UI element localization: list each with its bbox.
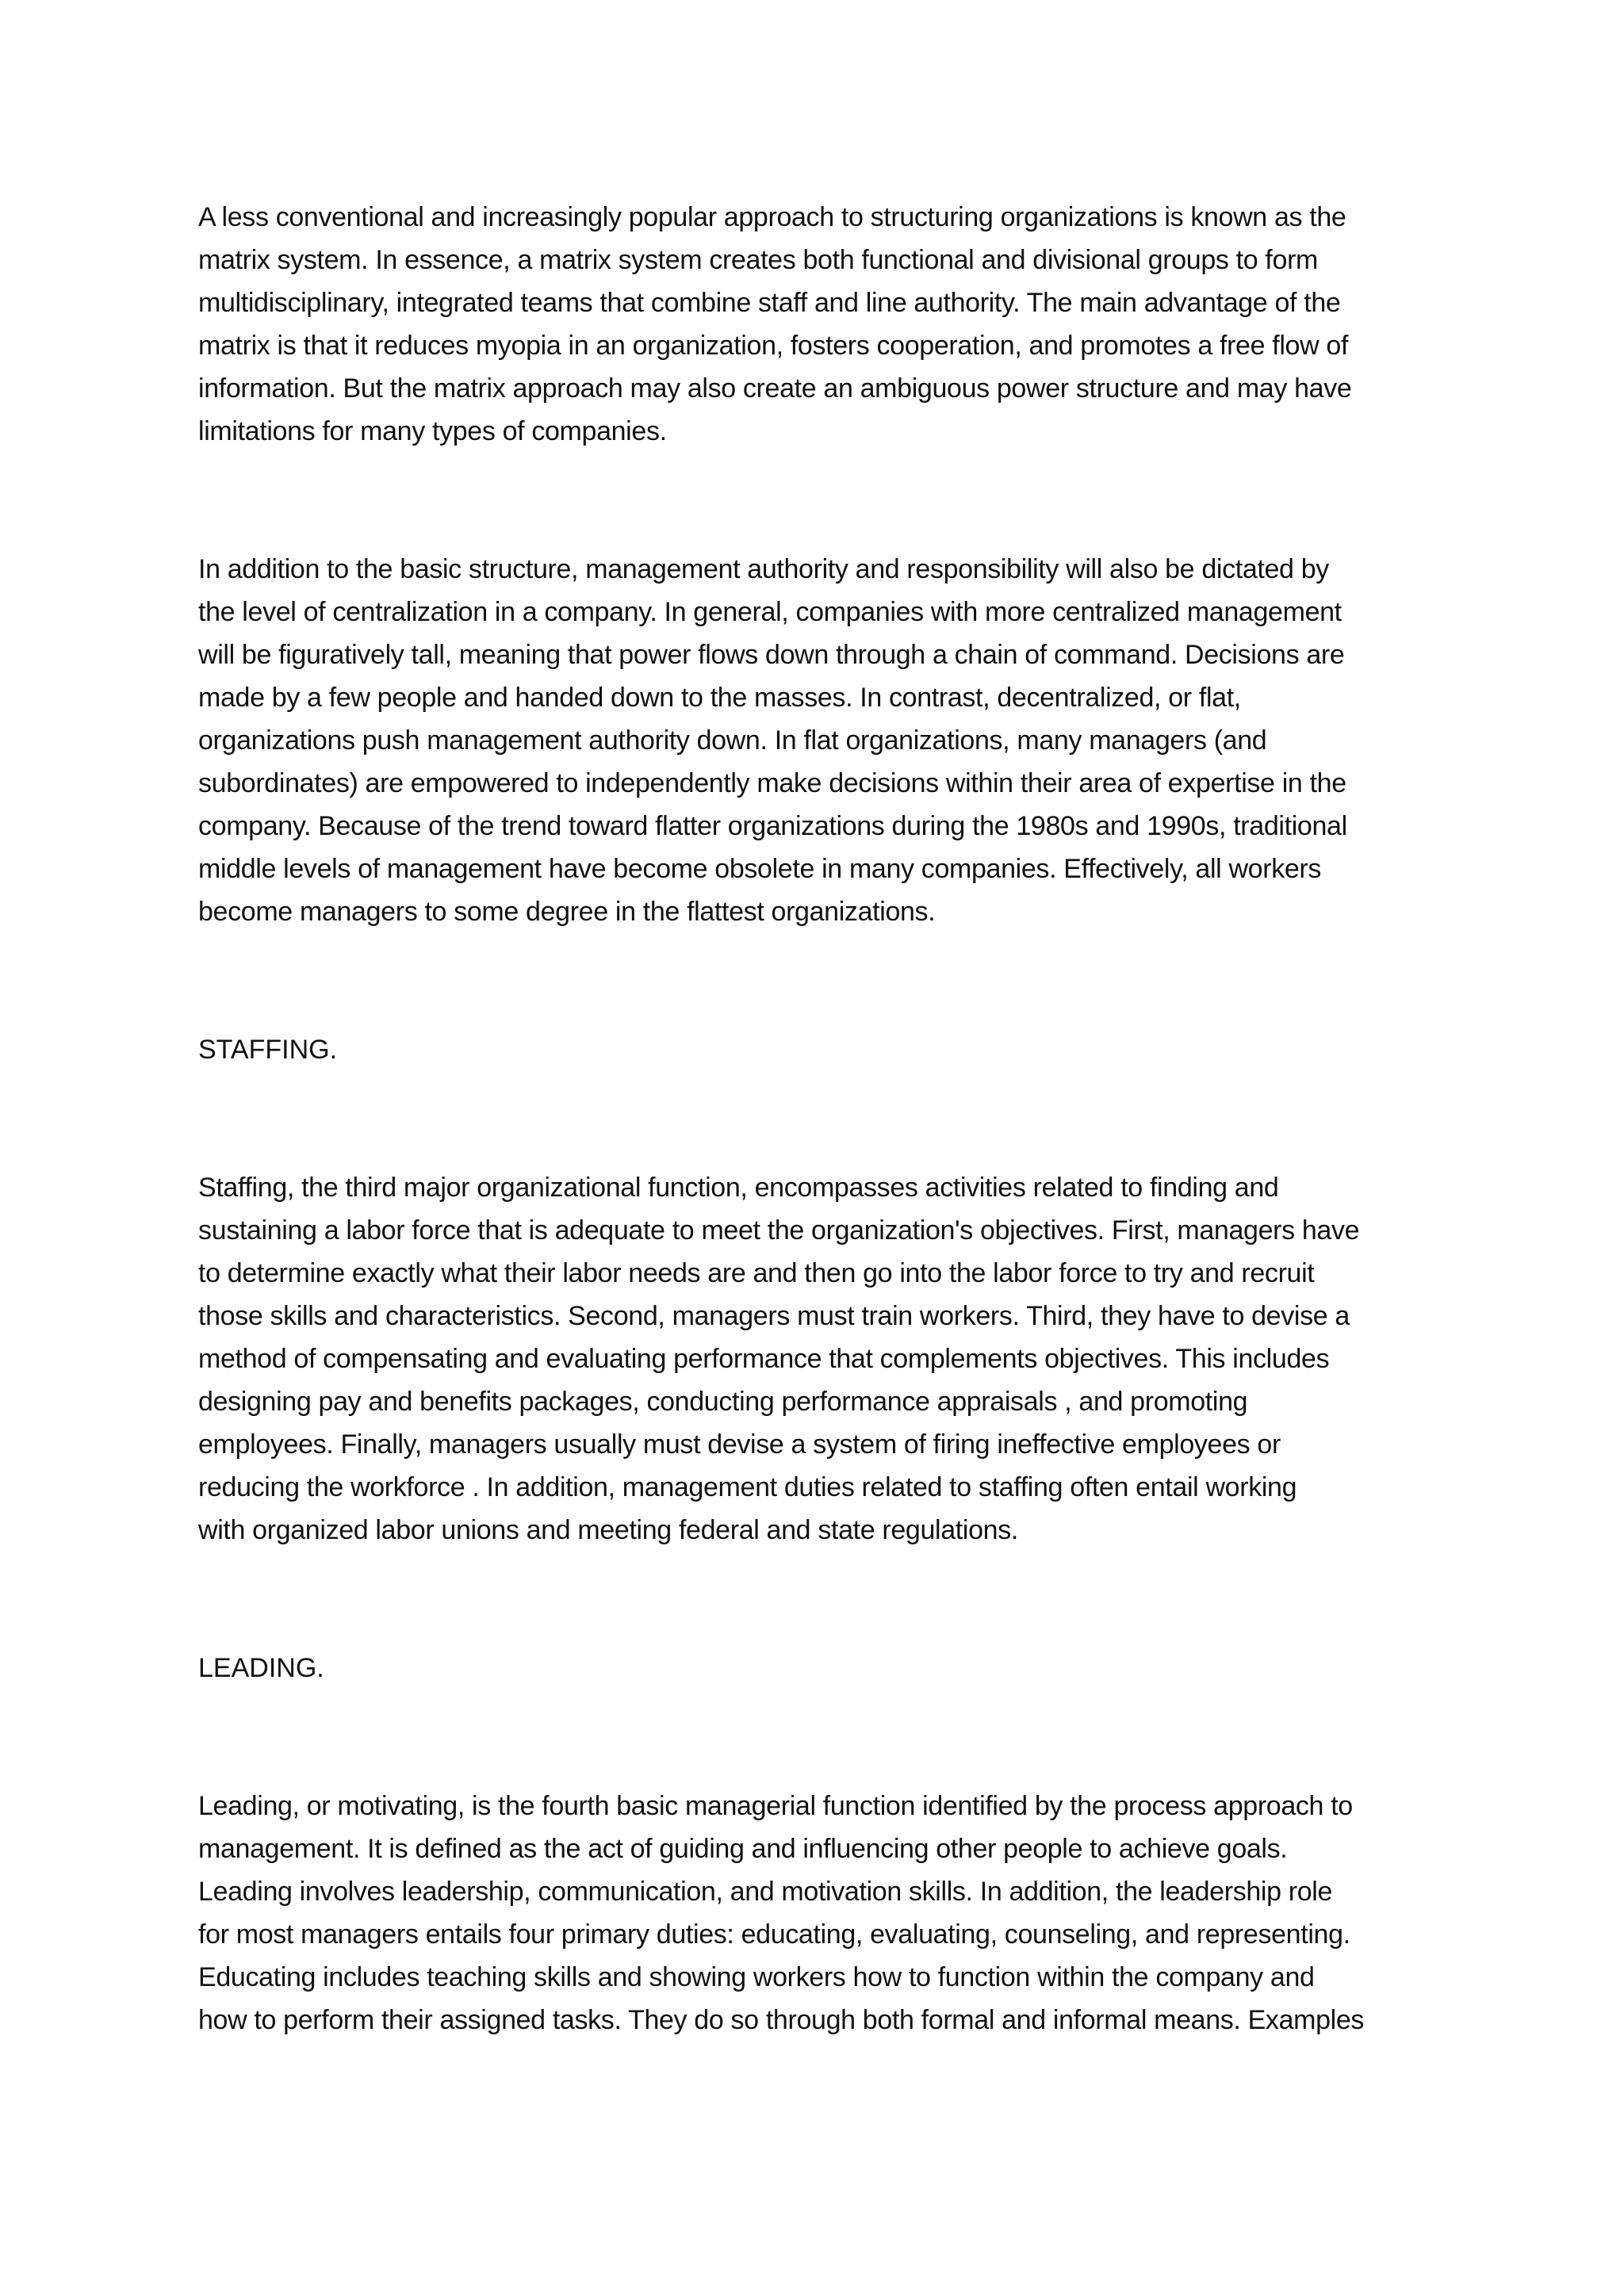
section-heading-staffing: STAFFING.: [198, 1035, 338, 1065]
paragraph-line: Staffing, the third major organizational function, encompasses activities related to finding and: [198, 1173, 1279, 1203]
paragraph-line: limitations for many types of companies.: [198, 416, 667, 446]
paragraph-line: Leading involves leadership, communication, and motivation skills. In addition, the leadership role: [198, 1877, 1333, 1907]
paragraph-line: become managers to some degree in the flattest organizations.: [198, 897, 936, 927]
paragraph-line: multidisciplinary, integrated teams that combine staff and line authority. The main advantage of the: [198, 288, 1341, 318]
paragraph-line: with organized labor unions and meeting federal and state regulations.: [198, 1515, 1018, 1545]
paragraph-line: made by a few people and handed down to the masses. In contrast, decentralized, or flat,: [198, 683, 1241, 713]
paragraph-line: Leading, or motivating, is the fourth basic managerial function identified by the process approach to: [198, 1791, 1353, 1821]
paragraph-line: middle levels of management have become obsolete in many companies. Effectively, all workers: [198, 854, 1322, 884]
paragraph-line: subordinates) are empowered to independently make decisions within their area of expertise in the: [198, 768, 1346, 798]
paragraph-line: employees. Finally, managers usually must devise a system of firing ineffective employees or: [198, 1429, 1281, 1460]
paragraph-line: reducing the workforce . In addition, management duties related to staffing often entail working: [198, 1472, 1297, 1502]
paragraph-line: In addition to the basic structure, management authority and responsibility will also be dictated by: [198, 554, 1329, 584]
paragraph-line: company. Because of the trend toward flatter organizations during the 1980s and 1990s, traditional: [198, 811, 1347, 841]
paragraph-line: those skills and characteristics. Second, managers must train workers. Third, they have to devise a: [198, 1301, 1350, 1331]
paragraph-line: matrix system. In essence, a matrix system creates both functional and divisional groups to form: [198, 245, 1319, 275]
paragraph-line: method of compensating and evaluating performance that complements objectives. This includes: [198, 1344, 1330, 1374]
paragraph-line: Educating includes teaching skills and showing workers how to function within the company and: [198, 1962, 1315, 1992]
paragraph-line: management. It is defined as the act of guiding and influencing other people to achieve goals.: [198, 1834, 1288, 1864]
paragraph-line: information. But the matrix approach may also create an ambiguous power structure and may have: [198, 373, 1352, 404]
paragraph-line: will be figuratively tall, meaning that power flows down through a chain of command. Decisions are: [198, 640, 1345, 670]
paragraph-line: to determine exactly what their labor needs are and then go into the labor force to try and recruit: [198, 1258, 1315, 1288]
paragraph-line: sustaining a labor force that is adequate to meet the organization's objectives. First, managers have: [198, 1215, 1360, 1246]
paragraph-line: organizations push management authority down. In flat organizations, many managers (and: [198, 725, 1267, 756]
section-heading-leading: LEADING.: [198, 1653, 324, 1683]
paragraph-line: for most managers entails four primary duties: educating, evaluating, counseling, and representing.: [198, 1919, 1350, 1950]
paragraph-line: matrix is that it reduces myopia in an organization, fosters cooperation, and promotes a free flow of: [198, 331, 1349, 361]
paragraph-line: how to perform their assigned tasks. They do so through both formal and informal means. Examples: [198, 2005, 1365, 2035]
paragraph-line: designing pay and benefits packages, conducting performance appraisals , and promoting: [198, 1387, 1248, 1417]
paragraph-line: the level of centralization in a company. In general, companies with more centralized management: [198, 597, 1342, 627]
paragraph-line: A less conventional and increasingly popular approach to structuring organizations is known as the: [198, 202, 1346, 232]
